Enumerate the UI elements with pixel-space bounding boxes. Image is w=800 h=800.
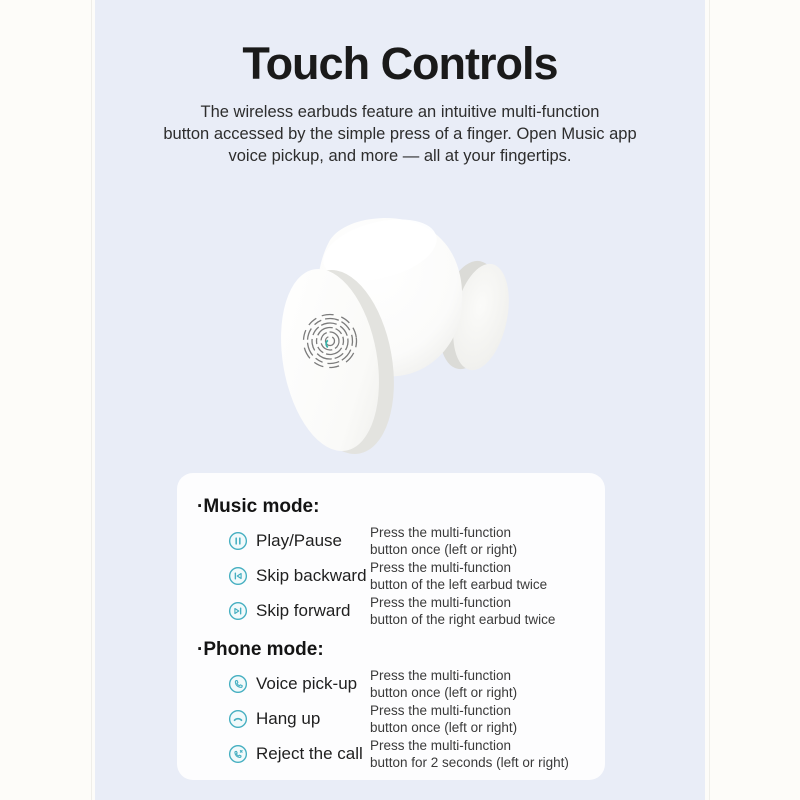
music-mode-heading: ·Music mode: bbox=[197, 496, 320, 517]
control-description: Press the multi-function button for 2 seconds (left or right) bbox=[370, 737, 569, 770]
control-description: Press the multi-function button once (left or right) bbox=[370, 702, 518, 735]
control-label: Play/Pause bbox=[256, 530, 342, 550]
control-label: Hang up bbox=[256, 708, 321, 728]
control-label: Voice pick-up bbox=[256, 673, 358, 693]
earbud-illustration bbox=[250, 205, 560, 465]
phone-mode-heading: ·Phone mode: bbox=[197, 639, 324, 660]
control-label: Reject the call bbox=[256, 743, 363, 763]
earbud-image bbox=[250, 205, 560, 465]
controls-card bbox=[177, 473, 605, 780]
reject-call-icon bbox=[228, 744, 248, 764]
control-description: Press the multi-function button once (left or right) bbox=[370, 524, 518, 557]
control-row-voice-pickup bbox=[228, 666, 589, 701]
subtitle-line: voice pickup, and more — all at your fingertips. bbox=[228, 147, 572, 165]
control-label: Skip backward bbox=[256, 565, 367, 585]
skip-forward-icon bbox=[228, 601, 248, 621]
pause-icon bbox=[228, 531, 248, 551]
control-row-hang-up bbox=[228, 701, 589, 736]
skip-backward-icon bbox=[228, 566, 248, 586]
subtitle-line: button accessed by the simple press of a finger. Open Music app bbox=[163, 125, 637, 143]
voice-pickup-icon bbox=[228, 674, 248, 694]
page-subtitle bbox=[95, 101, 705, 167]
subtitle-line: The wireless earbuds feature an intuitive multi-function bbox=[200, 103, 600, 121]
hang-up-icon bbox=[228, 709, 248, 729]
control-row-skip-backward bbox=[228, 558, 589, 593]
control-description: Press the multi-function button of the left earbud twice bbox=[370, 559, 548, 592]
control-row-reject-call bbox=[228, 736, 589, 771]
control-description: Press the multi-function button of the right earbud twice bbox=[370, 594, 556, 627]
blue-panel bbox=[95, 0, 705, 800]
control-label: Skip forward bbox=[256, 600, 351, 620]
control-row-skip-forward bbox=[228, 593, 589, 628]
control-row-play-pause bbox=[228, 523, 589, 558]
panel-edge-line bbox=[91, 0, 92, 800]
panel-edge-line bbox=[709, 0, 710, 800]
control-description: Press the multi-function button once (left or right) bbox=[370, 667, 518, 700]
page-title: Touch Controls bbox=[242, 38, 558, 89]
